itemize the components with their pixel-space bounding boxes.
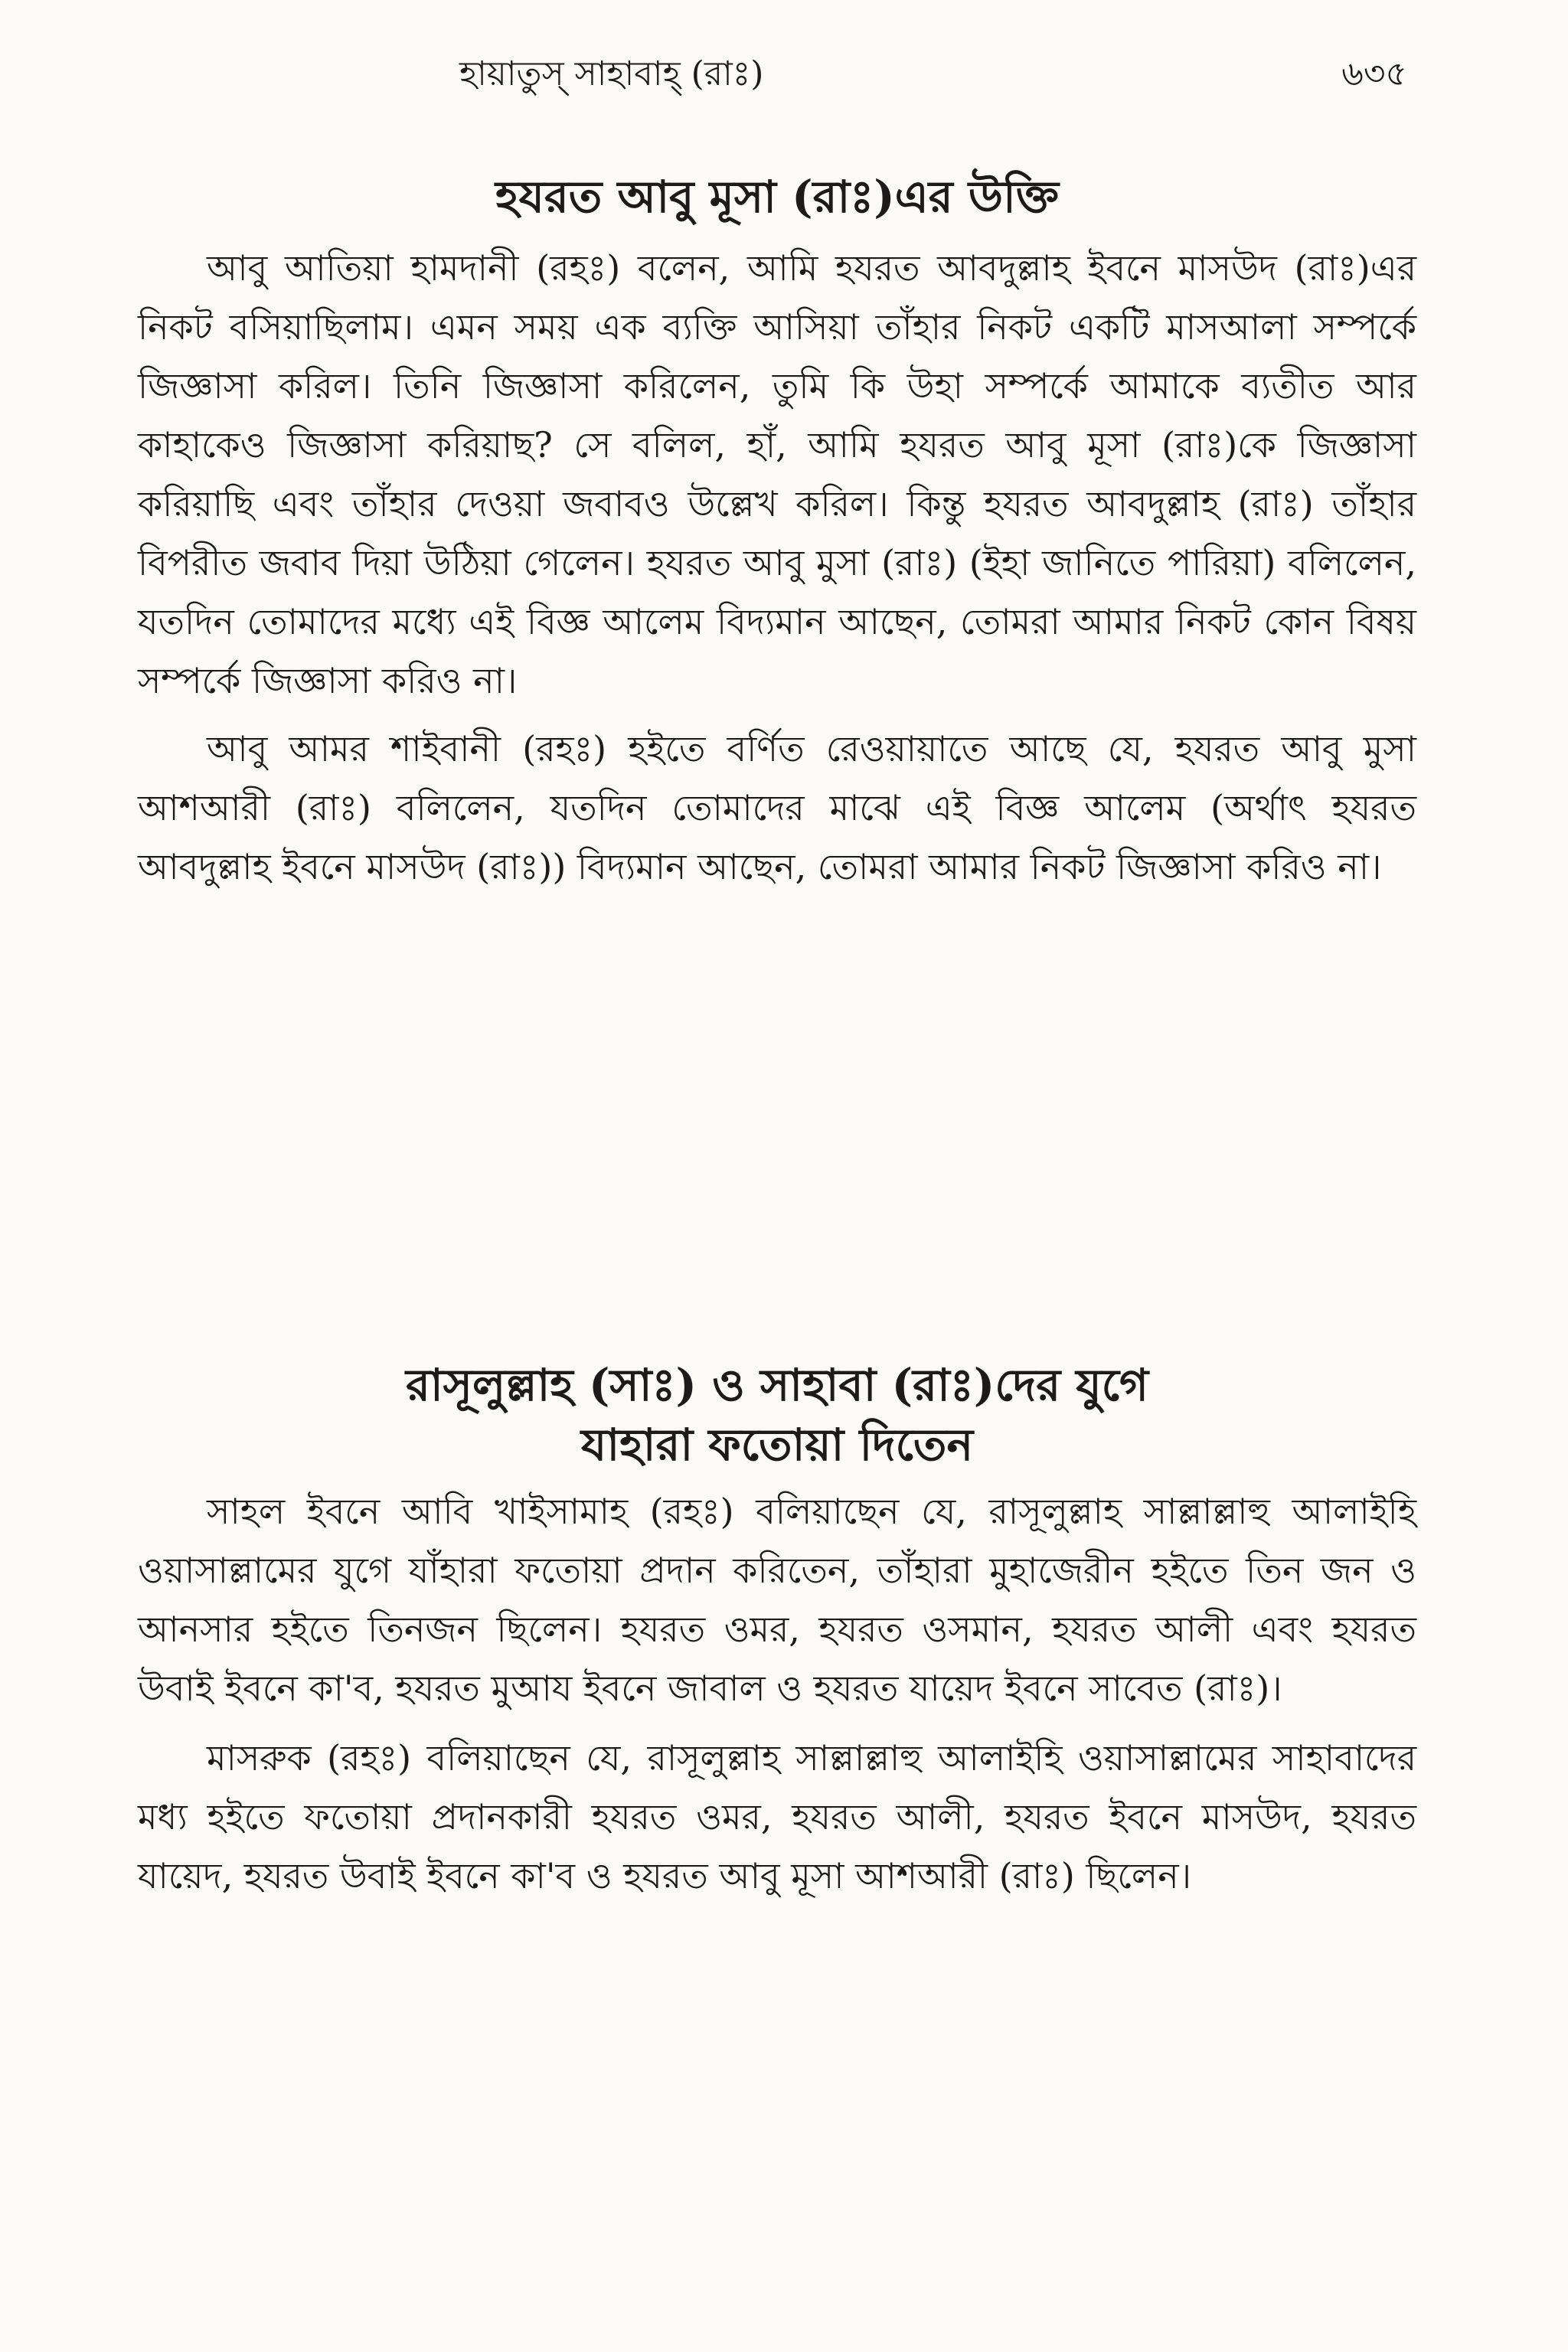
paragraph: সাহল ইবনে আবি খাইসামাহ (রহঃ) বলিয়াছেন যে, রাসূলুল্লাহ সাল্লাল্লাহু আলাইহি ওয়াসাল্লামের যুগে যাঁহারা ফতোয়া প্রদান করিতেন, তাঁহারা মুহাজেরীন হইতে তিন জন ও আনসার হইতে তিনজন ছিলেন। হযরত ওমর, হযরত ওসমান, হযরত আলী এবং হযরত উবাই ইবনে কা'ব, হযরত মুআয ইবনে জাবাল ও হযরত যায়েদ ইবনে সাবেত (রাঃ)। — [138, 1491, 1416, 1709]
running-title: হায়াতুস্ সাহাবাহ্ (রাঃ) — [459, 54, 764, 93]
section-abu-musa-statement — [138, 167, 1416, 897]
paragraph: আবু আমর শাইবানী (রহঃ) হইতে বর্ণিত রেওয়ায়াতে আছে যে, হযরত আবু মুসা আশআরী (রাঃ) বলিলেন, যতদিন তোমাদের মাঝে এই বিজ্ঞ আলেম (অর্থাৎ হযরত আবদুল্লাহ ইবনে মাসউদ (রাঃ)) বিদ্যমান আছেন, তোমরা আমার নিকট জিজ্ঞাসা করিও না। — [138, 728, 1416, 887]
section-heading: হযরত আবু মূসা (রাঃ)এর উক্তি — [495, 171, 1060, 223]
running-header — [459, 47, 1407, 101]
paragraph: মাসরুক (রহঃ) বলিয়াছেন যে, রাসূলুল্লাহ সাল্লাল্লাহু আলাইহি ওয়াসাল্লামের সাহাবাদের মধ্য হইতে ফতোয়া প্রদানকারী হযরত ওমর, হযরত আলী, হযরত ইবনে মাসউদ, হযরত যায়েদ, হযরত উবাই ইবনে কা'ব ও হযরত আবু মূসা আশআরী (রাঃ) ছিলেন। — [138, 1737, 1416, 1896]
section-heading-line-1: রাসূলুল্লাহ (সাঃ) ও সাহাবা (রাঃ)দের যুগে — [405, 1359, 1149, 1411]
section-fatwa-givers — [138, 1355, 1416, 1906]
page-number: ৬৩৫ — [1341, 54, 1407, 93]
paragraph: আবু আতিয়া হামদানী (রহঃ) বলেন, আমি হযরত আবদুল্লাহ ইবনে মাসউদ (রাঃ)এর নিকট বসিয়াছিলাম। এমন সময় এক ব্যক্তি আসিয়া তাঁহার নিকট একটি মাসআলা সম্পর্কে জিজ্ঞাসা করিল। তিনি জিজ্ঞাসা করিলেন, তুমি কি উহা সম্পর্কে আমাকে ব্যতীত আর কাহাকেও জিজ্ঞাসা করিয়াছ? সে বলিল, হাঁ, আমি হযরত আবু মূসা (রাঃ)কে জিজ্ঞাসা করিয়াছি এবং তাঁহার দেওয়া জবাবও উল্লেখ করিল। কিন্তু হযরত আবদুল্লাহ (রাঃ) তাঁহার বিপরীত জবাব দিয়া উঠিয়া গেলেন। হযরত আবু মুসা (রাঃ) (ইহা জানিতে পারিয়া) বলিলেন, যতদিন তোমাদের মধ্যে এই বিজ্ঞ আলেম বিদ্যমান আছেন, তোমরা আমার নিকট কোন বিষয় সম্পর্কে জিজ্ঞাসা করিও না। — [138, 247, 1416, 701]
section-heading-line-2: যাহারা ফতোয়া দিতেন — [580, 1419, 974, 1471]
